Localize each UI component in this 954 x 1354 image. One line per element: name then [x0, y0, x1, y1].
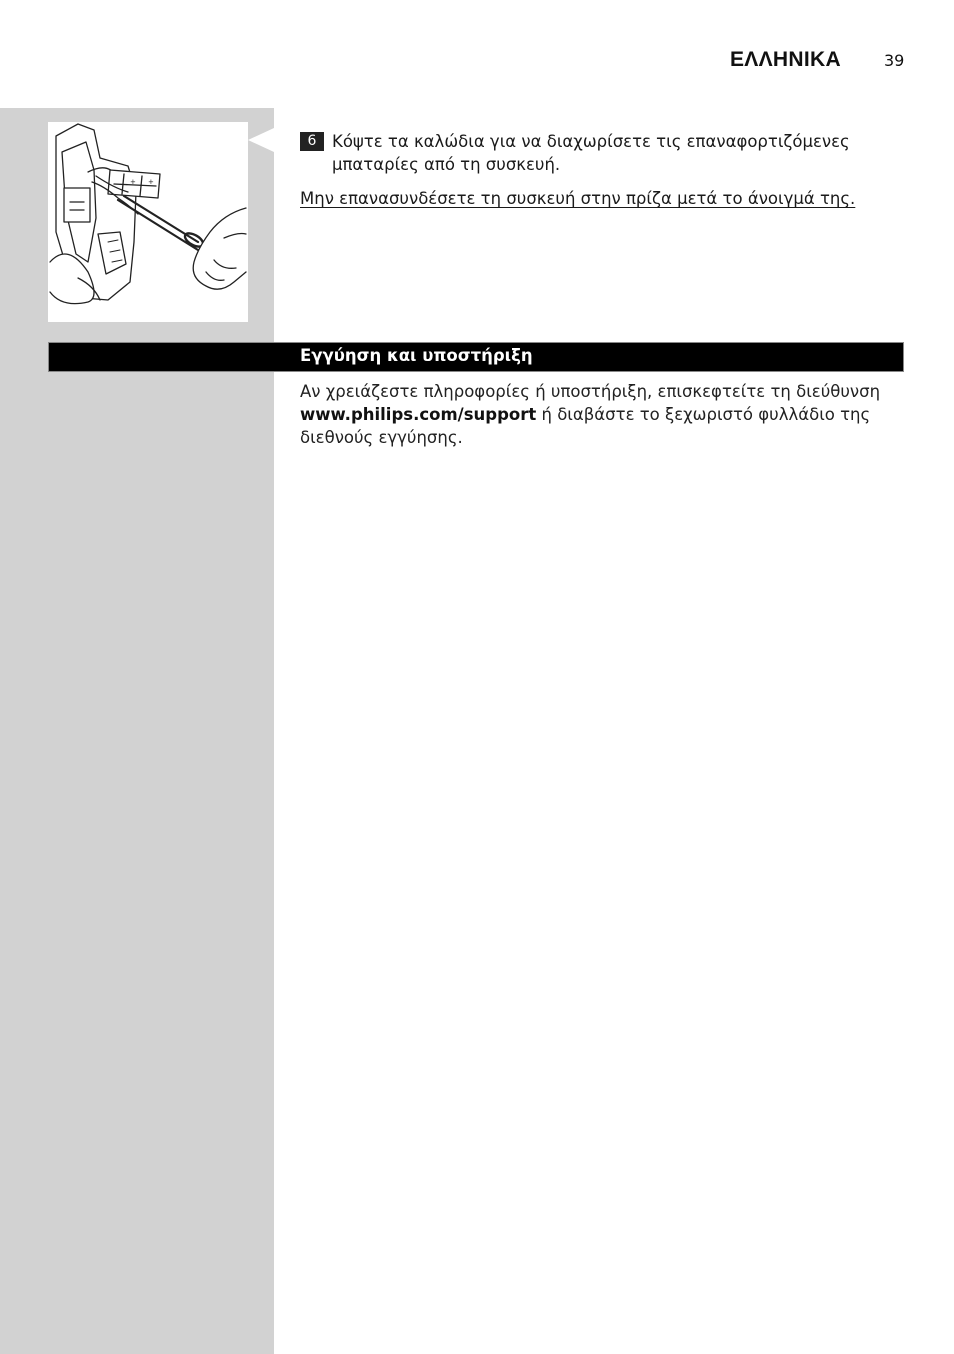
step-6 — [300, 130, 900, 176]
svg-text:+: + — [148, 178, 154, 186]
callout-pointer — [248, 128, 274, 152]
language-heading: ΕΛΛΗΝΙΚΑ — [730, 48, 841, 71]
step-number-badge: 6 — [300, 132, 324, 151]
support-paragraph — [300, 380, 900, 449]
support-text-after: ή διαβάστε το ξεχωριστό φυλλάδιο της διεθνούς εγγύησης. — [300, 405, 871, 447]
support-text-before: Αν χρειάζεστε πληροφορίες ή υποστήριξη, επισκεφτείτε τη διεύθυνση — [300, 382, 881, 401]
section-title: Εγγύηση και υποστήριξη — [300, 346, 533, 365]
svg-text:+: + — [130, 178, 136, 186]
page-number: 39 — [884, 51, 905, 70]
step-illustration — [48, 122, 248, 322]
scissors-cutting-wires-icon — [48, 122, 248, 322]
support-link[interactable]: www.philips.com/support — [300, 405, 537, 424]
warning-note: Μην επανασυνδέσετε τη συσκευή στην πρίζα μετά το άνοιγμά της. — [300, 189, 856, 208]
step-text: Κόψτε τα καλώδια για να διαχωρίσετε τις επαναφορτιζόμενες μπαταρίες από τη συσκευή. — [332, 132, 850, 174]
